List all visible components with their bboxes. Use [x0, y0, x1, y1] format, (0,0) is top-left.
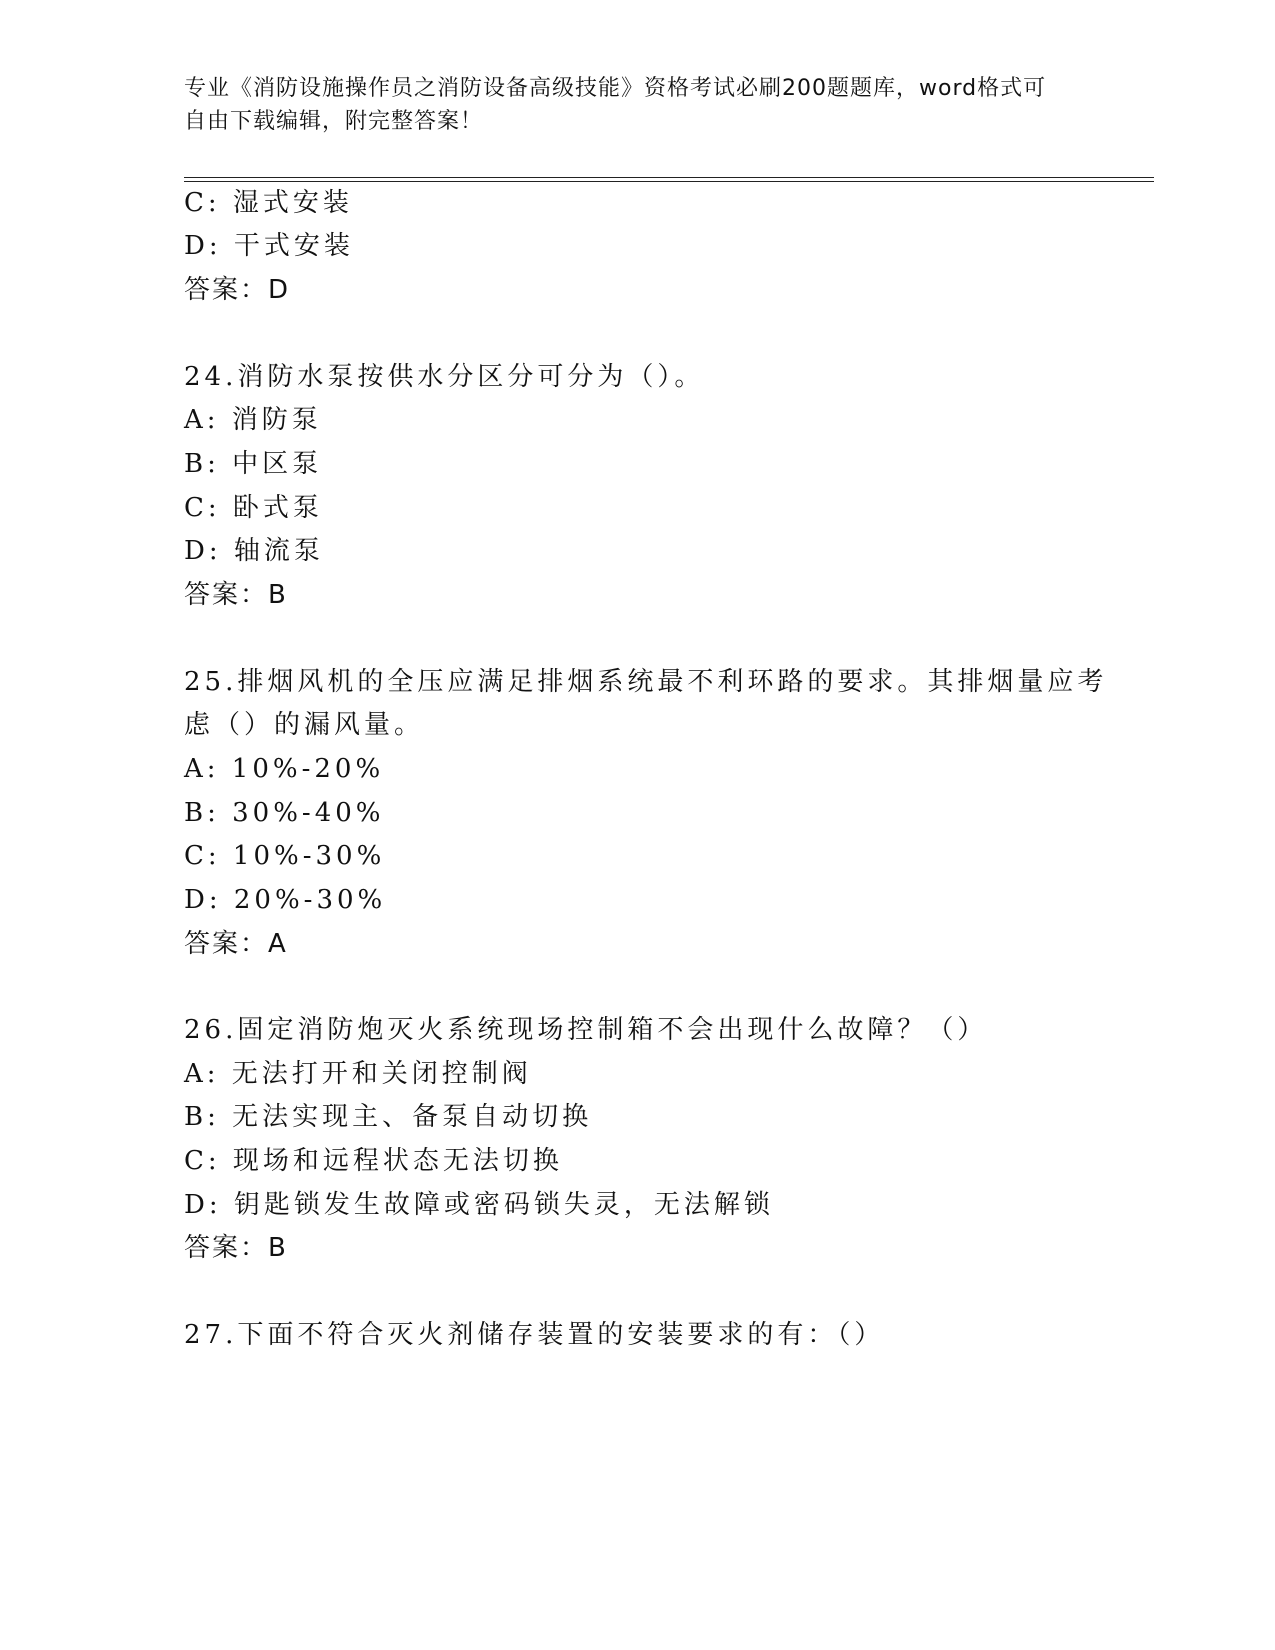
q26-answer: 答案：B — [184, 1233, 288, 1263]
q26-option-c: C: 现场和远程状态无法切换 — [184, 1146, 563, 1176]
q27-question: 27.下面不符合灭火剂储存装置的安装要求的有：（） — [184, 1320, 885, 1350]
q24-option-c: C: 卧式泵 — [184, 493, 323, 523]
q25-option-c: C: 10%-30% — [184, 841, 386, 871]
header-divider-bottom — [184, 181, 1154, 182]
q26-question: 26.固定消防炮灭火系统现场控制箱不会出现什么故障？（） — [184, 1015, 988, 1045]
q23-option-d: D: 干式安装 — [184, 231, 354, 261]
q24-option-a: A: 消防泵 — [184, 405, 322, 435]
q24-option-d: D: 轴流泵 — [184, 536, 324, 566]
q25-answer: 答案：A — [184, 929, 288, 959]
q25-option-d: D: 20%-30% — [184, 885, 387, 915]
q24-answer: 答案：B — [184, 580, 288, 610]
q23-answer: 答案：D — [184, 275, 291, 305]
q26-option-a: A: 无法打开和关闭控制阀 — [184, 1059, 532, 1089]
q24-question: 24.消防水泵按供水分区分可分为（）。 — [184, 362, 705, 392]
q26-option-b: B: 无法实现主、备泵自动切换 — [184, 1102, 593, 1132]
header-divider-top — [184, 177, 1154, 178]
q25-question-line2: 虑（）的漏风量。 — [184, 710, 425, 740]
q23-option-c: C: 湿式安装 — [184, 188, 353, 218]
q25-option-a: A: 10%-20% — [184, 754, 385, 784]
q24-option-b: B: 中区泵 — [184, 449, 323, 479]
q25-question-line1: 25.排烟风机的全压应满足排烟系统最不利环路的要求。其排烟量应考 — [184, 667, 1108, 697]
q26-option-d: D: 钥匙锁发生故障或密码锁失灵，无法解锁 — [184, 1190, 774, 1220]
q25-option-b: B: 30%-40% — [184, 798, 385, 828]
document-header: 专业《消防设施操作员之消防设备高级技能》资格考试必刷200题题库，word格式可自由下载编辑，附完整答案！ — [184, 76, 1047, 134]
